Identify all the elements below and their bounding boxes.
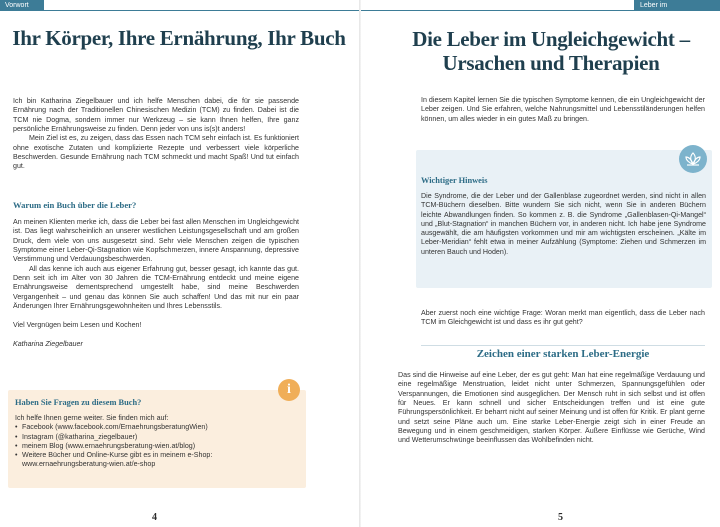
intro-paragraph: Mein Ziel ist es, zu zeigen, dass das Essen nach TCM sehr einfach ist. Es funktioniert ohne exotische Zutaten und komplizierte Rezepte und verbessert viele körperliche Beschwerden. Gesunde Ernährung nach TCM schmeckt und macht Spaß! Und tut einfach gut. [13,134,299,171]
intro-paragraph: Ich bin Katharina Ziegelbauer und ich helfe Menschen dabei, die für sie passende Ernährung nach der Traditionellen Chinesischen Medizin (TCM) zu finden. Dabei ist die TCM nie Dogma, sondern immer nur Werkzeug – sie kann Ihnen helfen, Ihre ganz persönliche Ernährungsweise zu finden. Denn jeder von uns is(s)t anders! [13,97,299,134]
page-number: 4 [152,512,157,523]
contact-list-item[interactable]: • Instagram (@katharina_ziegelbauer) [15,433,295,442]
right-page [361,0,720,527]
closing-line: Viel Vergnügen beim Lesen und Kochen! [13,320,142,329]
notice-box-title: Wichtiger Hinweis [421,176,488,185]
section-heading: Warum ein Buch über die Leber? [13,200,137,210]
running-head-rule [361,10,634,11]
left-page [0,0,359,527]
running-head-label: Vorwort [5,2,29,9]
lotus-icon [679,145,707,173]
page-title: Ihr Körper, Ihre Ernährung, Ihr Buch [12,26,346,50]
running-head-label: Leber im Ungleichgewicht [640,2,691,20]
page-number: 5 [558,512,563,523]
contact-list-item: • Weitere Bücher und Online-Kurse gibt es in meinem e-Shop: [15,451,295,460]
page-title: Die Leber im Ungleichgewicht – Ursachen und Therapien [412,27,690,75]
contact-list [15,423,295,460]
section-text [13,218,299,349]
intro-text [13,97,299,172]
contact-box-text [15,414,295,470]
running-head-tab [0,0,44,11]
lotus-icon-glyph [679,145,707,173]
running-head-tab [634,0,720,20]
author-signature: Katharina Ziegelbauer [13,339,83,348]
contact-list-item[interactable]: • Facebook (www.facebook.com/ErnaehrungsberatungWien) [15,423,295,432]
contact-box-title: Haben Sie Fragen zu diesem Buch? [15,398,142,407]
intro-text: In diesem Kapitel lernen Sie die typischen Symptome kennen, die ein Ungleichgewicht der Leber zeigen. Und Sie erfahren, welche Nahrungsmittel und Lebensstiländerungen helfen können, um alles wieder in ein gutes Maß zu bringen. [421,96,705,123]
info-icon: i [278,379,300,401]
section-heading: Zeichen einer starken Leber-Energie [476,348,650,360]
section-text: Das sind die Hinweise auf eine Leber, der es gut geht: Man hat eine regelmäßige Verdauung und eine regelmäßige Menstruation, leidet nicht unter Schmerzen, Spannungsgefühlen oder Verspannungen, die Emotionen sind ausgeglichen. Der Mensch ruht in sich selbst und ist offen für Neues. Er kann schnell und sicher Entscheidungen treffen und ist eine gute Führungspersönlichkeit. Er beharrt nicht auf seiner Meinung und ist offen für Kritik. Er plant gerne und setzt seine Pläne auch um. Eine starke Leber-Energie zeigt sich in einer Freude an Bewegung und in einem geschmeidigen, starken Körper. Äußere Einflüsse wie Gerüche, Wind und Wetterumschwünge beeinflussen das Wohlbefinden nicht. [398,371,705,445]
eshop-link[interactable]: www.ernaehrungsberatung-wien.at/e-shop [22,460,156,469]
paragraph-gap [13,311,299,320]
notice-box-text: Die Syndrome, die der Leber und der Gallenblase zugeordnet werden, sind nicht in allen TCM-Büchern dieselben. Bitte wundern Sie sich nicht, wenn Sie in anderen Büchern leichte Abwandlungen finden. So kommen z. B. die Syndrome „Gallenblasen-Qi-Mangel“ und „Blut-Stagnation“ in manchen Büchern vor, in anderen nicht. Ich habe jene Syndrome ausgewählt, die am häufigsten vorkommen und mir am wichtigsten erscheinen. „Kälte im Leber-Meridian“ fehlt etwa in meiner Aufzählung (Symptome: Ziehen und Schmerzen im unteren Bauch und Hoden). [421,192,706,256]
contact-box-intro: Ich helfe Ihnen gerne weiter. Sie finden mich auf: [15,414,169,422]
contact-list-item[interactable]: • meinem Blog (www.ernaehrungsberatung-wien.at/blog) [15,442,295,451]
section-paragraph: All das kenne ich auch aus eigener Erfahrung gut, besser gesagt, ich kannte das gut. Denn seit ich im Alter von 30 Jahren die TCM-Ernährung entdeckt und meine eigene Ernährungsweise dementsprechend umgestellt habe, sind meine Beschwerden Vergangenheit – und genau das können Sie auch schaffen! Und das mit nur ein paar Änderungen Ihrer Ernährungsgewohnheiten und Ihres Lebensstils. [13,264,299,311]
running-head-rule [44,10,359,11]
section-paragraph: An meinen Klienten merke ich, dass die Leber bei fast allen Menschen im Ungleichgewicht ist. Das liegt wahrscheinlich an unserer westlichen Leistungsgesellschaft und am großen Druck, dem viele von uns ausgesetzt sind. Sehr viele Menschen zeigen die typischen Symptome einer Leber-Qi-Stagnation wie Kopfschmerzen, innere Anspannung, depressive Verstimmung und Verdauungsbeschwerden. [13,218,299,264]
section-divider [421,345,705,346]
paragraph-gap [13,330,299,339]
question-text: Aber zuerst noch eine wichtige Frage: Woran merkt man eigentlich, dass die Leber nach TCM im Gleichgewicht ist und dass es ihr gut geht? [421,309,705,327]
